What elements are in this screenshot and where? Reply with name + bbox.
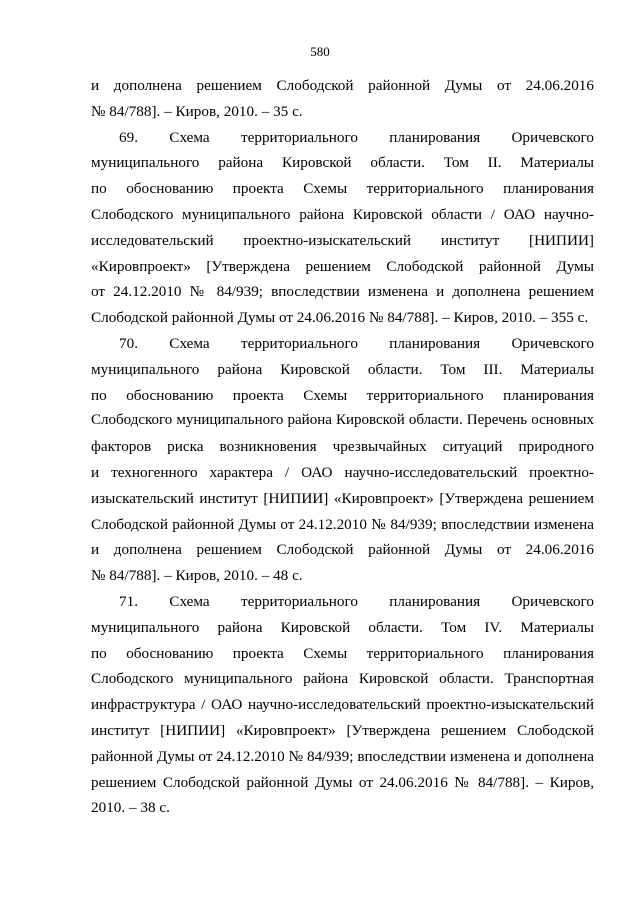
text-line: муниципального района Кировской области. Том IV. Материалы — [91, 618, 594, 636]
text-line: Слободского муниципального района Кировской области. Перечень основных — [91, 412, 594, 429]
text-line: районной Думы от 24.12.2010 № 84/939; впоследствии изменена и дополнена — [91, 747, 594, 765]
text-line: Слободского муниципального района Кировской области / ОАО научно- — [91, 205, 594, 223]
text-line: и дополнена решением Слободской районной Думы от 24.06.2016 — [91, 77, 594, 94]
text-line: Слободской районной Думы от 24.06.2016 № 84/788]. – Киров, 2010. – 355 с. — [91, 309, 589, 327]
text-line: исследовательский проектно-изыскательский институт [НИПИИ] — [91, 231, 594, 249]
text-line: № 84/788]. – Киров, 2010. – 35 с. — [91, 102, 303, 120]
text-line: 71. Схема территориального планирования Оричевского — [119, 592, 594, 610]
text-line: муниципального района Кировской области. Том III. Материалы — [91, 360, 594, 378]
text-line: «Кировпроект» [Утверждена решением Слободской районной Думы — [91, 257, 594, 275]
text-line: по обоснованию проекта Схемы территориального планирования — [91, 644, 594, 662]
text-line: решением Слободской районной Думы от 24.06.2016 № 84/788]. – Киров, — [91, 773, 594, 791]
text-line: по обоснованию проекта Схемы территориального планирования — [91, 180, 594, 198]
text-line: институт [НИПИИ] «Кировпроект» [Утверждена решением Слободской — [91, 721, 594, 739]
text-line: № 84/788]. – Киров, 2010. – 48 с. — [91, 567, 303, 585]
text-line: 2010. – 38 с. — [91, 799, 170, 817]
text-line: по обоснованию проекта Схемы территориального планирования — [91, 386, 594, 404]
text-line: 70. Схема территориального планирования Оричевского — [119, 334, 594, 352]
text-line: изыскательский институт [НИПИИ] «Кировпроект» [Утверждена решением — [91, 489, 594, 507]
text-line: и дополнена решением Слободской районной Думы от 24.06.2016 — [91, 541, 594, 559]
text-line: Слободского муниципального района Кировской области. Транспортная — [91, 670, 594, 688]
page-number: 580 — [310, 44, 330, 59]
text-line: от 24.12.2010 № 84/939; впоследствии изменена и дополнена решением — [91, 283, 594, 301]
text-line: и техногенного характера / ОАО научно-исследовательский проектно- — [91, 463, 594, 481]
text-line: Слободской районной Думы от 24.12.2010 № 84/939; впоследствии изменена — [91, 515, 594, 533]
text-line: факторов риска возникновения чрезвычайных ситуаций природного — [91, 438, 594, 456]
text-line: инфраструктура / ОАО научно-исследовательский проектно-изыскательский — [91, 696, 594, 714]
document-body — [91, 73, 594, 821]
text-line: 69. Схема территориального планирования Оричевского — [119, 128, 594, 146]
text-line: муниципального района Кировской области. Том II. Материалы — [91, 154, 594, 172]
